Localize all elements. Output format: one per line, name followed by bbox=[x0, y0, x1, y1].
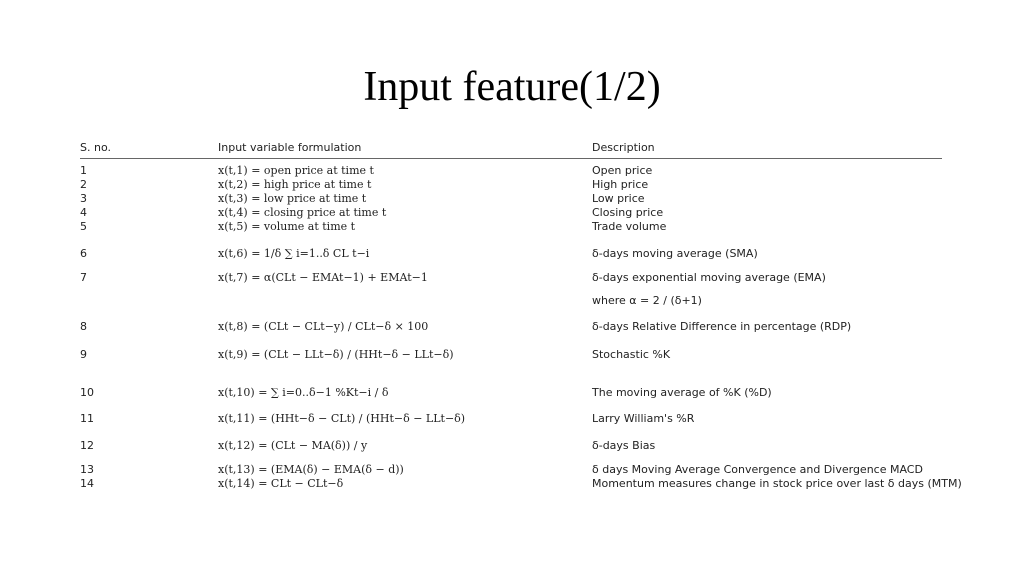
table-row bbox=[80, 463, 942, 477]
row-description: Larry William's %R bbox=[592, 412, 695, 425]
table-row bbox=[80, 412, 942, 426]
table-row bbox=[80, 294, 942, 308]
row-sno: 11 bbox=[80, 412, 94, 425]
row-formula: x(t,7) = α(CLt − EMAt−1) + EMAt−1 bbox=[218, 271, 428, 284]
table-row bbox=[80, 206, 942, 220]
row-formula: x(t,3) = low price at time t bbox=[218, 192, 367, 205]
row-sno: 9 bbox=[80, 348, 87, 361]
row-formula: x(t,14) = CLt − CLt−δ bbox=[218, 477, 344, 490]
header-sno: S. no. bbox=[80, 141, 111, 154]
row-description: δ-days Bias bbox=[592, 439, 656, 452]
row-description: Open price bbox=[592, 164, 653, 177]
row-sno: 1 bbox=[80, 164, 87, 177]
row-description: δ-days Relative Difference in percentage (RDP) bbox=[592, 320, 852, 333]
row-formula: x(t,6) = 1/δ ∑ i=1..δ CL t−i bbox=[218, 247, 370, 260]
row-formula: x(t,9) = (CLt − LLt−δ) / (HHt−δ − LLt−δ) bbox=[218, 348, 454, 361]
row-description: Trade volume bbox=[592, 220, 667, 233]
row-formula: x(t,8) = (CLt − CLt−y) / CLt−δ × 100 bbox=[218, 320, 429, 333]
row-description: Momentum measures change in stock price over last δ days (MTM) bbox=[592, 477, 962, 490]
row-sno: 8 bbox=[80, 320, 87, 333]
slide-title: Input feature(1/2) bbox=[363, 64, 661, 110]
header-description: Description bbox=[592, 141, 655, 154]
row-sno: 2 bbox=[80, 178, 87, 191]
row-description: where α = 2 / (δ+1) bbox=[592, 294, 702, 307]
row-description: Stochastic %K bbox=[592, 348, 671, 361]
row-formula: x(t,4) = closing price at time t bbox=[218, 206, 387, 219]
table-row bbox=[80, 477, 962, 491]
table-row bbox=[80, 439, 942, 453]
row-sno: 14 bbox=[80, 477, 94, 490]
row-formula: x(t,2) = high price at time t bbox=[218, 178, 372, 191]
table-row bbox=[80, 220, 942, 234]
row-formula: x(t,1) = open price at time t bbox=[218, 164, 374, 177]
table-row bbox=[80, 192, 942, 206]
row-description: The moving average of %K (%D) bbox=[592, 386, 772, 399]
table-row bbox=[80, 164, 942, 178]
table-row bbox=[80, 320, 942, 334]
table-row bbox=[80, 271, 942, 285]
table-row bbox=[80, 178, 942, 192]
row-sno: 4 bbox=[80, 206, 87, 219]
row-description: δ days Moving Average Convergence and Divergence MACD bbox=[592, 463, 923, 476]
row-sno: 12 bbox=[80, 439, 94, 452]
row-formula: x(t,13) = (EMA(δ) − EMA(δ − d)) bbox=[218, 463, 404, 476]
row-description: Low price bbox=[592, 192, 645, 205]
row-formula: x(t,12) = (CLt − MA(δ)) / y bbox=[218, 439, 368, 452]
row-sno: 3 bbox=[80, 192, 87, 205]
table-row bbox=[80, 247, 942, 261]
feature-table bbox=[80, 138, 962, 490]
row-description: Closing price bbox=[592, 206, 664, 219]
row-description: δ-days exponential moving average (EMA) bbox=[592, 271, 826, 284]
row-formula: x(t,10) = ∑ i=0..δ−1 %Kt−i / δ bbox=[218, 386, 389, 399]
table-header bbox=[80, 138, 942, 159]
row-sno: 10 bbox=[80, 386, 94, 399]
row-sno: 7 bbox=[80, 271, 87, 284]
table-row bbox=[80, 348, 942, 362]
row-sno: 6 bbox=[80, 247, 87, 260]
row-formula: x(t,5) = volume at time t bbox=[218, 220, 356, 233]
row-description: δ-days moving average (SMA) bbox=[592, 247, 758, 260]
table-row bbox=[80, 386, 942, 400]
header-formula: Input variable formulation bbox=[218, 141, 362, 154]
row-sno: 13 bbox=[80, 463, 94, 476]
row-sno: 5 bbox=[80, 220, 87, 233]
row-description: High price bbox=[592, 178, 649, 191]
row-formula: x(t,11) = (HHt−δ − CLt) / (HHt−δ − LLt−δ) bbox=[218, 412, 466, 425]
